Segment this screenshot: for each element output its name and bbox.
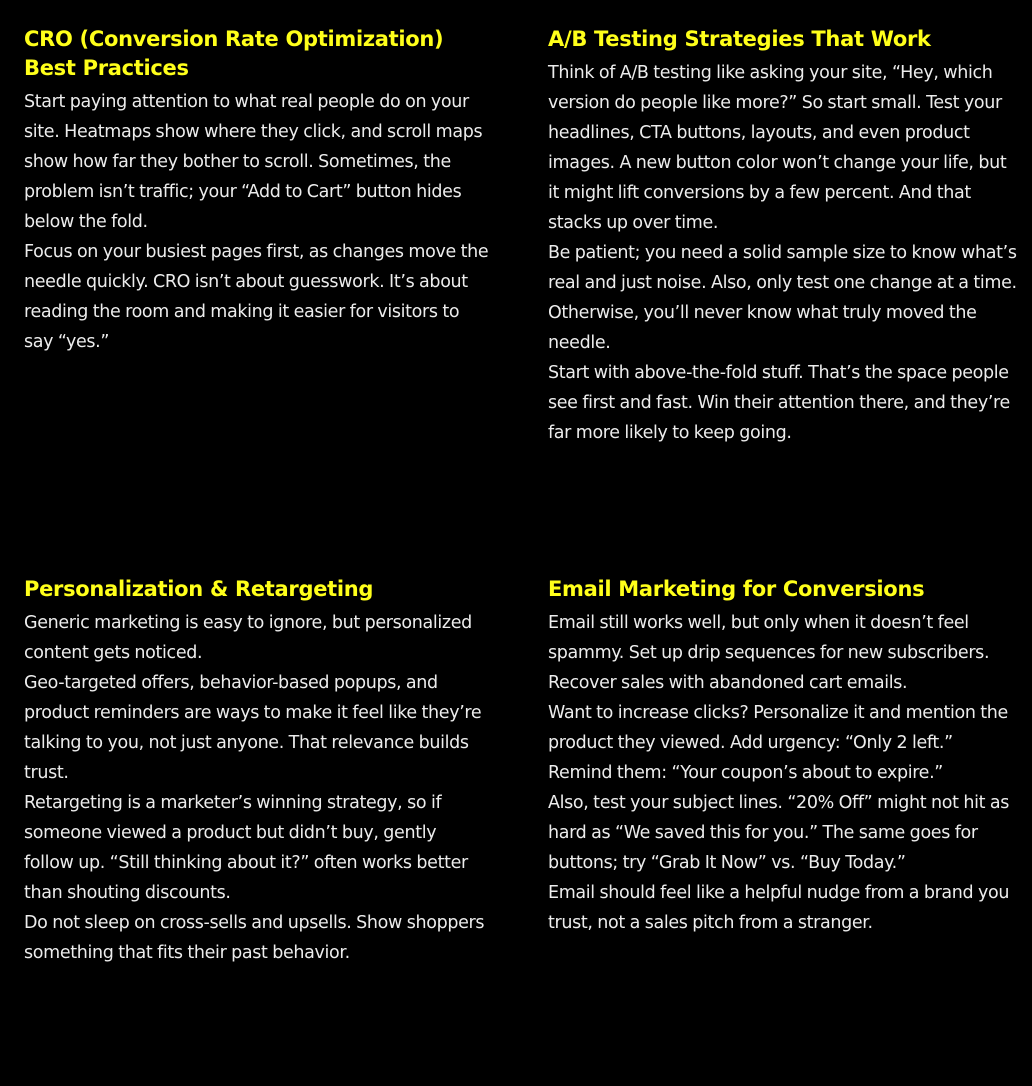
section-paragraph: Retargeting is a marketer’s winning strategy, so if someone viewed a product but didn’t buy, gently follow up. “Still thinking about it?” often works better than shouting discounts. (24, 793, 468, 903)
section-paragraph: Generic marketing is easy to ignore, but personalized content gets noticed. (24, 613, 472, 663)
section-personalization-retargeting (24, 575, 490, 968)
section-paragraph: Also, test your subject lines. “20% Off” might not hit as hard as “We saved this for you.” The same goes for buttons; try “Grab It Now” vs. “Buy Today.” (548, 793, 1009, 873)
section-paragraph: Want to increase clicks? Personalize it and mention the product they viewed. Add urgency: “Only 2 left.” Remind them: “Your coupon’s about to expire.” (548, 703, 1008, 783)
section-paragraph: Start paying attention to what real people do on your site. Heatmaps show where they click, and scroll maps show how far they bother to scroll. Sometimes, the problem isn’t traffic; your “Add to Cart” button hides below the fold. (24, 92, 483, 232)
section-paragraph: Email should feel like a helpful nudge from a brand you trust, not a sales pitch from a stranger. (548, 883, 1010, 933)
section-heading: Personalization & Retargeting (24, 577, 374, 601)
section-heading: A/B Testing Strategies That Work (548, 27, 931, 51)
section-paragraph: Email still works well, but only when it doesn’t feel spammy. Set up drip sequences for new subscribers. Recover sales with abandoned cart emails. (548, 613, 990, 693)
section-paragraph: Focus on your busiest pages first, as changes move the needle quickly. CRO isn’t about guesswork. It’s about reading the room and making it easier for visitors to say “yes.” (24, 242, 489, 352)
section-paragraph: Start with above-the-fold stuff. That’s the space people see first and fast. Win their attention there, and they’re far more likely to keep going. (548, 363, 1010, 443)
section-email-marketing (548, 575, 1018, 938)
section-ab-testing (548, 25, 1018, 448)
section-paragraph: Geo-targeted offers, behavior-based popups, and product reminders are ways to make it feel like they’re talking to you, not just anyone. That relevance builds trust. (24, 673, 482, 783)
section-heading: CRO (Conversion Rate Optimization) Best Practices (24, 27, 444, 80)
section-cro-best-practices (24, 25, 490, 357)
section-heading: Email Marketing for Conversions (548, 577, 925, 601)
section-paragraph: Think of A/B testing like asking your site, “Hey, which version do people like more?” So start small. Test your headlines, CTA buttons, layouts, and even product images. A new button color won’t change your life, but it might lift conversions by a few percent. And that stacks up over time. (548, 63, 1007, 233)
section-paragraph: Be patient; you need a solid sample size to know what’s real and just noise. Also, only test one change at a time. Otherwise, you’ll never know what truly moved the needle. (548, 243, 1017, 353)
section-paragraph: Do not sleep on cross-sells and upsells. Show shoppers something that fits their past behavior. (24, 913, 485, 963)
